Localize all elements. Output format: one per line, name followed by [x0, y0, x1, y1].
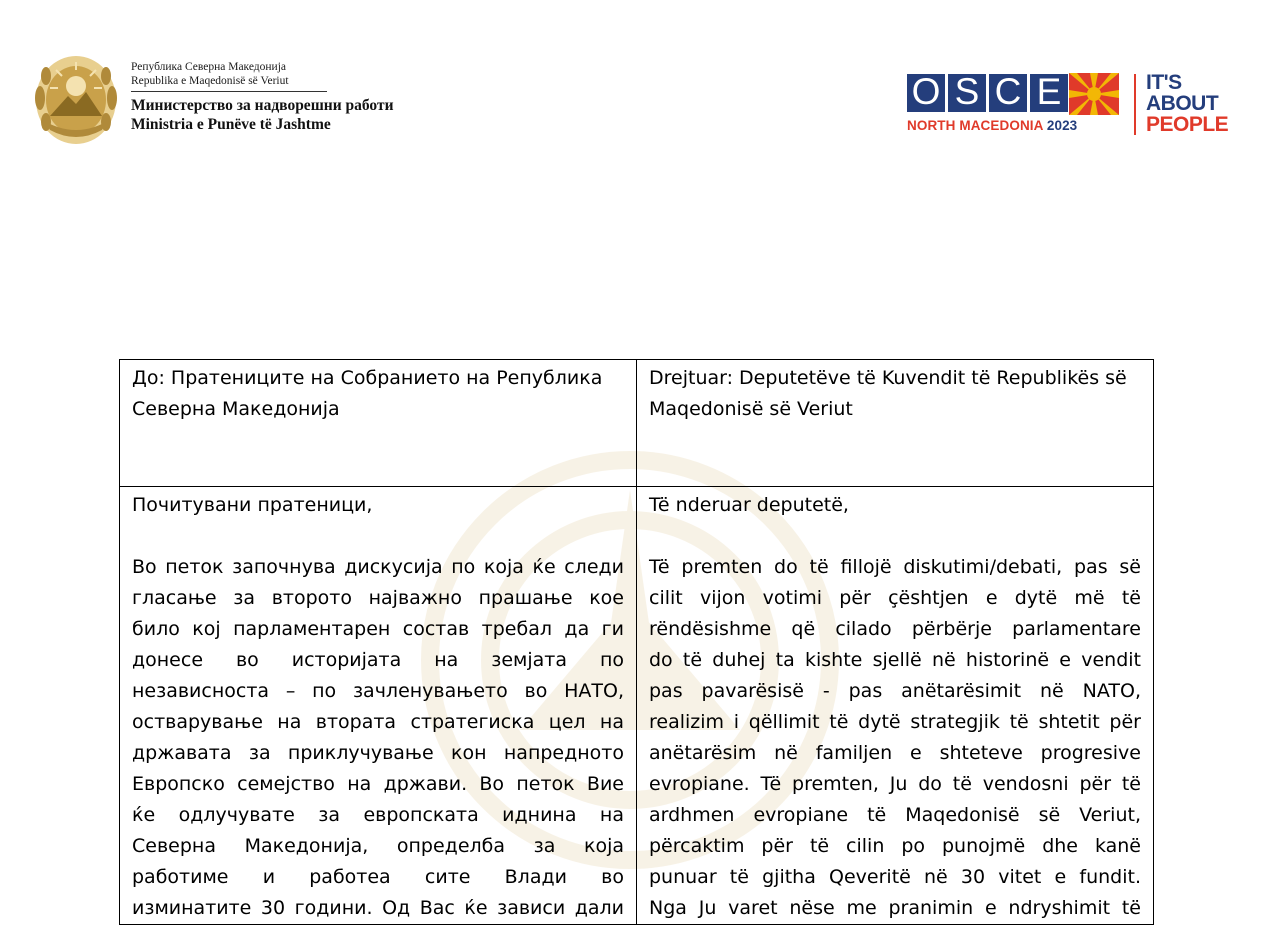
table-row: [120, 487, 1154, 925]
body-line: државата за приклучување кон напредното: [132, 742, 624, 764]
body-line: do të duhej ta kishte sjellë në historinë e vendit: [649, 649, 1141, 671]
osce-letter: C: [989, 74, 1027, 112]
body-line: гласање за второто најважно прашање кое: [132, 587, 624, 609]
body-line: evropiane. Të premten, Ju do të vendosni për të: [649, 773, 1141, 795]
letter-body-mk: [120, 487, 637, 925]
sun-icon: [1069, 73, 1119, 115]
ministry-name-sq: Ministria e Punëve të Jashtme: [131, 116, 331, 133]
body-line: Të premten do të fillojë diskutimi/debati, pas së: [649, 556, 1141, 578]
greeting-mk: Почитувани пратеници,: [132, 494, 373, 516]
logo-divider: [1134, 74, 1136, 135]
osce-letter: E: [1030, 74, 1068, 112]
body-line: работиме и работеа сите Влади во: [132, 866, 624, 888]
osce-wordmark: [907, 71, 1077, 112]
body-line: rëndësishme që cilado përbërje parlamentare: [649, 618, 1141, 640]
slogan-line: PEOPLE: [1146, 113, 1229, 136]
body-line: realizim i qëllimit të dytë strategjik të shtetit për: [649, 711, 1141, 733]
osce-country: NORTH MACEDONIA: [907, 118, 1043, 133]
osce-year: 2023: [1046, 118, 1078, 133]
body-line: Европско семејство на држави. Во петок Вие: [132, 773, 624, 795]
addressee-sq: [637, 360, 1154, 487]
body-line: ardhmen evropiane të Maqedonisë së Veriut,: [649, 804, 1141, 826]
table-row: [120, 360, 1154, 487]
slogan-line: IT'S: [1146, 71, 1182, 94]
header-divider: [131, 91, 327, 92]
letter-body-sq: [637, 487, 1154, 925]
ministry-name-mk: Министерство за надворешни работи: [131, 97, 394, 114]
slogan-line: ABOUT: [1146, 92, 1219, 115]
addressee-mk: [120, 360, 637, 487]
addressee-mk-text: До: Пратениците на Собранието на Република Северна Македонија: [132, 367, 603, 420]
osce-logo: [907, 71, 1078, 133]
body-line: остварување на втората стратегиска цел на: [132, 711, 624, 733]
body-line: pas pavarësisë - pas anëtarësimit në NATO,: [649, 680, 1141, 702]
osce-letter: O: [907, 74, 945, 112]
body-line: независноста – по зачленувањето во НАТО,: [132, 680, 624, 702]
bilingual-letter-table: [119, 359, 1154, 925]
body-line: Северна Македонија, определба за која: [132, 835, 624, 857]
body-line: cilit vijon votimi për çështjen e dytë më të: [649, 587, 1141, 609]
body-line: punuar të gjitha Qeveritë në 30 vitet e fundit.: [649, 866, 1141, 888]
greeting-sq: Të nderuar deputetë,: [649, 494, 849, 516]
body-line: ќе одлучувате за европската иднина на: [132, 804, 624, 826]
body-line: anëtarësim në familjen e shteteve progresive: [649, 742, 1141, 764]
slogan: [1146, 72, 1228, 135]
republic-name-mk: Република Северна Македонија: [131, 61, 287, 73]
republic-name-sq: Republika e Maqedonisë së Veriut: [131, 75, 289, 87]
addressee-sq-text: Drejtuar: Deputetëve të Kuvendit të Republikës së Maqedonisë së Veriut: [649, 367, 1127, 420]
body-line: Во петок започнува дискусија по која ќе следи: [132, 556, 624, 578]
osce-subtitle: [907, 118, 1077, 133]
body-line: përcaktim për të cilin po punojmë dhe kanë: [649, 835, 1141, 857]
body-line: донесе во историјата на земјата по: [132, 649, 624, 671]
ministry-header: [131, 60, 394, 134]
body-line: изминатите 30 години. Од Вас ќе зависи дали: [132, 897, 624, 919]
osce-letter: S: [948, 74, 986, 112]
body-line: Nga Ju varet nëse me pranimin e ndryshimit të: [649, 897, 1141, 919]
coat-of-arms-icon: [32, 52, 120, 148]
body-line: било кој парламентарен состав требал да ги: [132, 618, 624, 640]
